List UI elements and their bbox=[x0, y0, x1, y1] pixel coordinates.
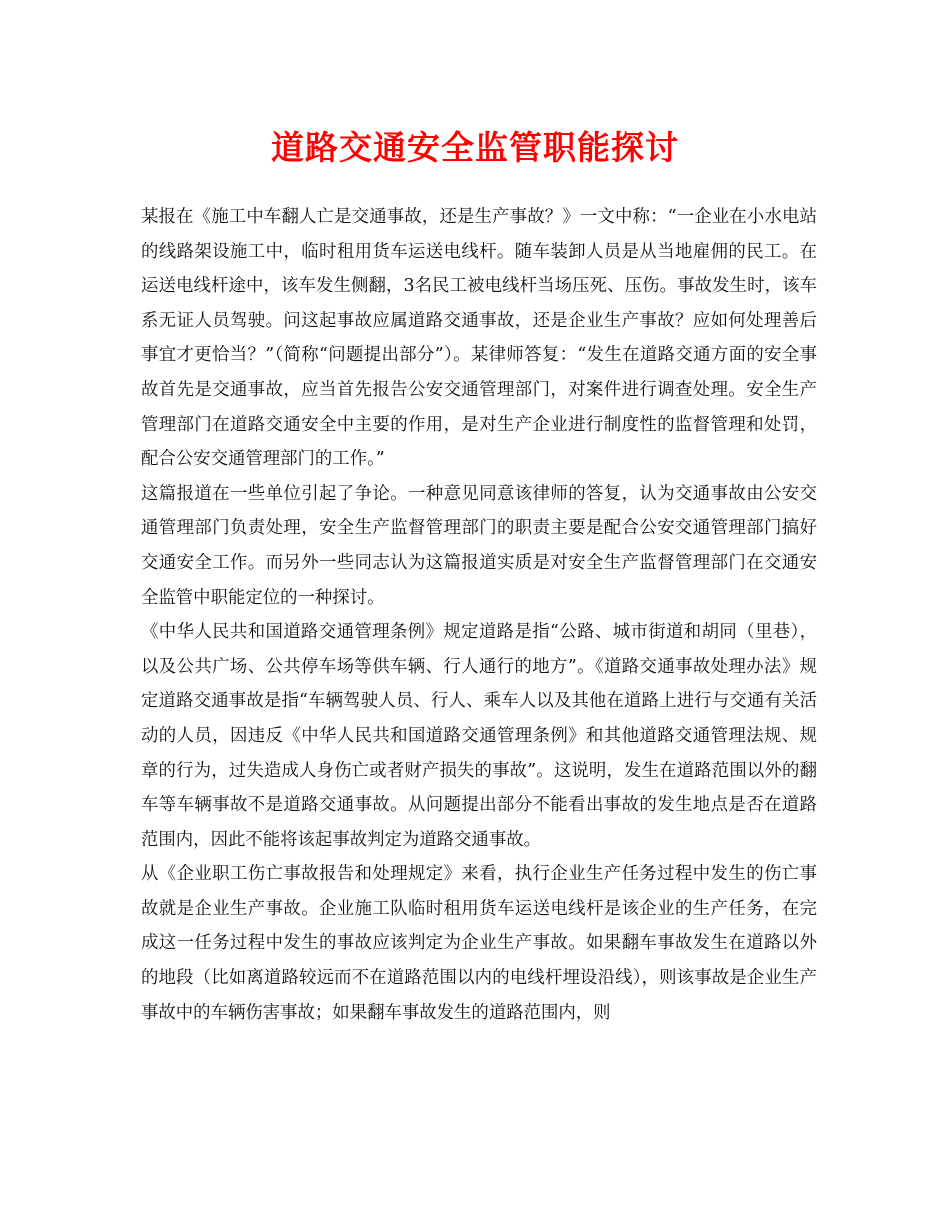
document-title: 道路交通安全监管职能探讨 bbox=[271, 128, 679, 167]
paragraph-1: 某报在《施工中车翻人亡是交通事故，还是生产事故？》一文中称：“一企业在小水电站的线路架设施工中，临时租用货车运送电线杆。随车装卸人员是从当地雇佣的民工。在运送电线杆途中，该车发生侧翻，3名民工被电线杆当场压死、压伤。事故发生时，该车系无证人员驾驶。问这起事故应属道路交通事故，还是企业生产事故？应如何处理善后事宜才更恰当？”（简称“问题提出部分”）。某律师答复：“发生在道路交通方面的安全事故首先是交通事故，应当首先报告公安交通管理部门，对案件进行调查处理。安全生产管理部门在道路交通安全中主要的作用，是对生产企业进行制度性的监督管理和处罚，配合公安交通管理部门的工作。” bbox=[141, 207, 817, 470]
document-body bbox=[141, 200, 817, 1030]
paragraph-4: 从《企业职工伤亡事故报告和处理规定》来看，执行企业生产任务过程中发生的伤亡事故就是企业生产事故。企业施工队临时租用货车运送电线杆是该企业的生产任务，在完成这一任务过程中发生的事故应该判定为企业生产事故。如果翻车事故发生在道路以外的地段（比如离道路较远而不在道路范围以内的电线杆埋设沿线），则该事故是企业生产事故中的车辆伤害事故；如果翻车事故发生的道路范围内，则 bbox=[141, 864, 817, 1023]
paragraph-3: 《中华人民共和国道路交通管理条例》规定道路是指“公路、城市街道和胡同（里巷），以及公共广场、公共停车场等供车辆、行人通行的地方”。《道路交通事故处理办法》规定道路交通事故是指“车辆驾驶人员、行人、乘车人以及其他在道路上进行与交通有关活动的人员，因违反《中华人民共和国道路交通管理条例》和其他道路交通管理法规、规章的行为，过失造成人身伤亡或者财产损失的事故”。这说明，发生在道路范围以外的翻车等车辆事故不是道路交通事故。从问题提出部分不能看出事故的发生地点是否在道路范围内，因此不能将该起事故判定为道路交通事故。 bbox=[141, 622, 817, 850]
paragraph-2: 这篇报道在一些单位引起了争论。一种意见同意该律师的答复，认为交通事故由公安交通管理部门负责处理，安全生产监督管理部门的职责主要是配合公安交通管理部门搞好交通安全工作。而另外一些同志认为这篇报道实质是对安全生产监督管理部门在交通安全监管中职能定位的一种探讨。 bbox=[141, 483, 817, 608]
